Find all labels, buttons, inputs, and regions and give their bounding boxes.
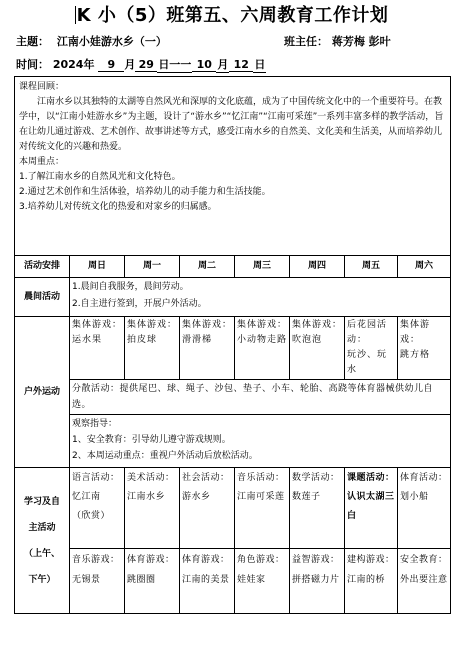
morning-line-1: 1.晨间自我服务，晨间劳动。	[72, 282, 189, 292]
activity-name: 江南可采莲	[237, 492, 285, 502]
outdoor-zone-cell: 分散活动：提供尾巴、球、绳子、沙包、垫子、小车、轮胎、高跷等体育器械供幼儿自选。	[70, 380, 451, 415]
plan-title	[0, 1, 463, 27]
activity-name: 跳圈圈	[127, 575, 156, 585]
outdoor-label: 户外运动	[15, 317, 70, 468]
pm-activity-thursday	[290, 549, 345, 614]
plan-title-text: K 小（5）班第五、六周教育工作计划	[76, 5, 389, 26]
game-type: 集体游戏：	[400, 320, 431, 345]
activity-name: 江南的桥	[347, 575, 386, 585]
activity-type: 角色游戏：	[237, 555, 285, 565]
activity-type: 数学活动：	[292, 473, 340, 483]
activity-type: 语言活动：	[72, 473, 120, 483]
activity-type: 安全教育：	[400, 555, 448, 565]
activity-name: 划小船	[400, 492, 429, 502]
time-day-start: 29	[135, 58, 157, 72]
learning-label-3: （上午、	[23, 548, 60, 559]
teacher-label: 班主任：	[284, 35, 328, 48]
pm-activity-sunday	[70, 549, 125, 614]
activity-name: 拼搭磁力片	[292, 575, 340, 585]
outdoor-game-monday	[125, 317, 180, 380]
pm-activity-wednesday	[235, 549, 290, 614]
time-range-sep: 日一一	[158, 58, 192, 71]
pm-activity-tuesday	[180, 549, 235, 614]
am-activity-tuesday	[180, 468, 235, 549]
game-type: 集体游戏：	[127, 320, 178, 330]
activity-type: 社会活动：	[182, 473, 230, 483]
game-type: 集体游戏：	[72, 320, 123, 330]
am-activity-monday	[125, 468, 180, 549]
text-cursor	[75, 6, 76, 24]
activity-name: 游水乡	[182, 492, 211, 502]
time-day-char: 日	[254, 58, 266, 71]
activity-name: 外出要注意	[400, 575, 448, 585]
header-saturday: 周六	[398, 256, 451, 278]
activity-type: 课题活动：	[347, 473, 395, 483]
outdoor-game-friday	[345, 317, 398, 380]
am-activity-saturday	[398, 468, 451, 549]
theme-value: 江南小娃游水乡（一）	[56, 35, 167, 48]
outdoor-game-saturday	[398, 317, 451, 380]
am-activity-sunday	[70, 468, 125, 549]
header-friday: 周五	[345, 256, 398, 278]
time-month-start: 9	[98, 58, 124, 72]
activity-type: 美术活动：	[127, 473, 175, 483]
outdoor-game-sunday	[70, 317, 125, 380]
guidance-line-2: 2、本周运动重点：重视户外活动后放松活动。	[72, 451, 258, 461]
header-activity: 活动安排	[15, 256, 70, 278]
morning-line-2: 2.自主进行签到，开展户外活动。	[72, 299, 207, 309]
game-name: 小动物走路	[237, 335, 288, 345]
pm-activity-saturday	[398, 549, 451, 614]
teacher-value: 蒋芳梅 彭叶	[331, 35, 391, 48]
game-name: 跳方格	[400, 350, 431, 360]
time-label: 时间：	[16, 58, 49, 71]
review-paragraph: 江南水乡以其独特的太湖等自然风光和深厚的文化底蕴，成为了中国传统文化中的一个重要符号。在教学中，以“江南小娃游水乡”为主题，设计了“游水乡”“忆江南”“江南可采莲”一系列丰富多样的教学活动，旨在让幼儿通过游戏、艺术创作、故事讲述等方式，感受江南水乡的自然美、文化美和生活美，从而培养幼儿对传统文化的兴趣和热爱。	[19, 97, 444, 152]
focus-point-2: 2.通过艺术创作和生活体验，培养幼儿的动手能力和生活技能。	[19, 187, 271, 197]
pm-activity-friday	[345, 549, 398, 614]
header-sunday: 周日	[70, 256, 125, 278]
theme-label: 主题：	[16, 35, 49, 48]
am-activity-wednesday	[235, 468, 290, 549]
learning-label-4: 下午）	[28, 574, 56, 585]
activity-name: 忆江南	[72, 492, 101, 502]
game-name: 运水果	[72, 335, 103, 345]
header-tuesday: 周二	[180, 256, 235, 278]
activity-name: 认识太湖三白	[347, 492, 395, 521]
game-type: 集体游戏：	[182, 320, 233, 330]
header-wednesday: 周三	[235, 256, 290, 278]
header-thursday: 周四	[290, 256, 345, 278]
learning-label-2: 主活动	[28, 522, 56, 533]
outdoor-game-thursday	[290, 317, 345, 380]
activity-name: 江南水乡	[127, 492, 166, 502]
game-name: 滑滑梯	[182, 335, 213, 345]
focus-point-3: 3.培养幼儿对传统文化的热爱和对家乡的归属感。	[19, 202, 217, 212]
time-month-end: 10	[192, 58, 216, 72]
game-name: 玩沙、玩水	[347, 350, 388, 375]
activity-type: 体育活动：	[400, 473, 448, 483]
game-type: 集体游戏：	[292, 320, 343, 330]
pm-activity-monday	[125, 549, 180, 614]
activity-type: 益智游戏：	[292, 555, 340, 565]
header-monday: 周一	[125, 256, 180, 278]
game-type: 集体游戏：	[237, 320, 288, 330]
weekday-header-row	[15, 256, 451, 278]
plan-table	[14, 76, 451, 614]
course-review-cell	[15, 77, 451, 256]
outdoor-game-tuesday	[180, 317, 235, 380]
review-heading: 课程回顾：	[19, 82, 65, 92]
game-name: 拍皮球	[127, 335, 158, 345]
guidance-line-1: 1、安全教育：引导幼儿遵守游戏规则。	[72, 435, 231, 445]
activity-type: 音乐活动：	[237, 473, 285, 483]
activity-type: 建构游戏：	[347, 555, 395, 565]
activity-name: 无锡景	[72, 575, 101, 585]
activity-type: 体育游戏：	[182, 555, 230, 565]
activity-note: （欣赏）	[72, 511, 111, 521]
activity-type: 体育游戏：	[127, 555, 175, 565]
guidance-title: 观察指导：	[72, 419, 118, 429]
activity-name: 娃娃家	[237, 575, 266, 585]
am-activity-thursday	[290, 468, 345, 549]
activity-name: 数莲子	[292, 492, 321, 502]
activity-name: 江南的美景	[182, 575, 230, 585]
teacher-line	[284, 33, 391, 49]
learning-label	[15, 468, 70, 614]
am-activity-friday	[345, 468, 398, 549]
outdoor-guidance-cell	[70, 415, 451, 468]
morning-label: 晨间活动	[15, 278, 70, 317]
time-year-char: 年	[83, 58, 95, 71]
game-name: 吹泡泡	[292, 335, 323, 345]
activity-type: 音乐游戏：	[72, 555, 120, 565]
time-month-char: 月	[124, 58, 136, 71]
time-line	[16, 56, 266, 73]
learning-label-1: 学习及自	[23, 496, 60, 507]
time-day-end: 12	[229, 58, 253, 72]
game-type: 后花园活动：	[347, 320, 388, 345]
focus-point-1: 1.了解江南水乡的自然风光和文化特色。	[19, 172, 181, 182]
focus-heading: 本周重点：	[19, 157, 65, 167]
morning-cell	[70, 278, 451, 317]
theme-line	[16, 33, 167, 49]
outdoor-game-wednesday	[235, 317, 290, 380]
time-year: 2024	[52, 58, 84, 71]
time-month-char-2: 月	[217, 58, 229, 71]
